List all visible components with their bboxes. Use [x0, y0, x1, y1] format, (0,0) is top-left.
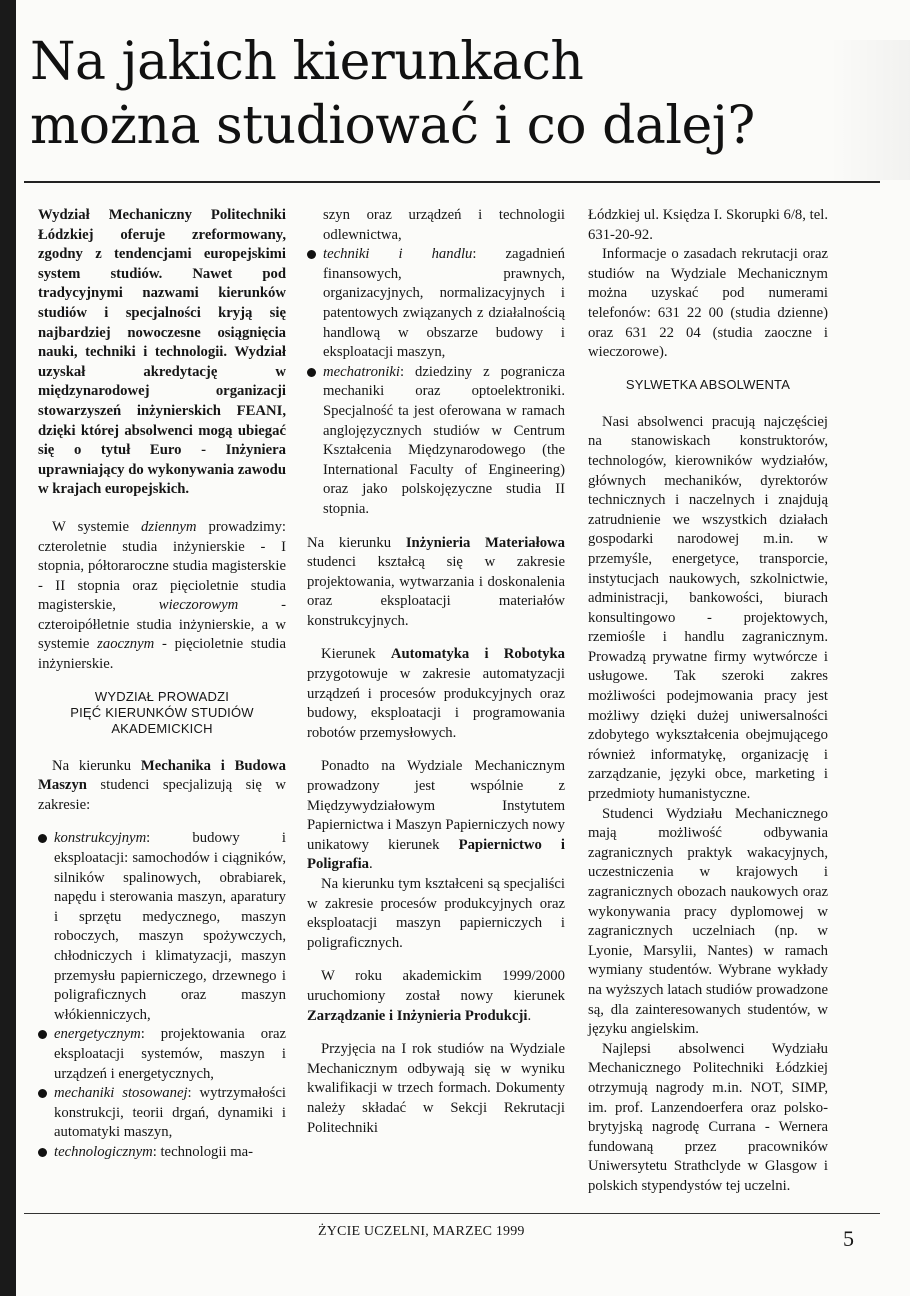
column-2 [307, 206, 565, 1152]
scan-edge [0, 0, 16, 1296]
list-item: szyn oraz urządzeń i technologii odlewnictwa, [323, 207, 565, 243]
specialization-list-continued [307, 206, 565, 520]
paragraph-systems: W systemie dziennym prowadzimy: czteroletnie studia inżynierskie - I stopnia, półtoraroczne studia magisterskie - II stopnia oraz pięcioletnie studia magisterskie, wieczorowym - czteroipółletnie studia inżynierskie, a w systemie zaocznym - pięcioletnie studia inżynierskie. [38, 518, 287, 673]
paragraph-students: Studenci Wydziału Mechanicznego mają możliwość odbywania zagranicznych praktyk wakacyjnych, uczestniczenia w krajowych i zagranicznych obozach naukowych oraz wykonywania pracy dyplomowej w zagranicznych uczelniach (np. w Lyonie, Marsylii, Nantes) w ramach wymiany studentów. Wybrane wykłady na wyższych latach studiów prowadzone są, dla zainteresowanych studentów, w języku angielskim. [588, 805, 828, 1038]
paragraph-zarzadzanie: W roku akademickim 1999/2000 uruchomiony został nowy kierunek Zarządzanie i Inżynieria Produkcji. [307, 968, 565, 1024]
paragraph-awards: Najlepsi absolwenci Wydziału Mechanicznego Politechniki Łódzkiej otrzymują nagrody m.in. NOT, SIMP, im. prof. Lanzendoerfera oraz polsko-brytyjską nagrodę Currana - Wernera fundowaną przez pracowników Uniwersytetu Strathclyde w Glasgow i polskich stypendystów tej uczelni. [588, 1040, 828, 1194]
list-item: techniki i handlu: zagadnień finansowych, prawnych, organizacyjnych, normalizacyjnych i patentowych związanych z działalnością handlową w obszarze budowy i eksploatacji maszyn, [307, 245, 565, 363]
paragraph-papiernictwo: Ponadto na Wydziale Mechanicznym prowadzony jest wspólnie z Międzywydziałowym Instytutem Papiernictwa i Maszyn Papierniczych nowy unikatowy kierunek Papiernictwo i Poligrafia. [307, 758, 565, 873]
paragraph-automatyka: Kierunek Automatyka i Robotyka przygotowuje w zakresie automatyzacji urządzeń i procesów produkcyjnych oraz budowy, eksploatacji i programowania robotów przemysłowych. [307, 646, 565, 741]
paragraph-graduates: Nasi absolwenci pracują najczęściej na stanowiskach konstruktorów, technologów, kierowników wydziałów, głównych mechaników, dyrektorów technicznych i naczelnych i znajdują zatrudnienie we wszystkich działach gospodarki narodowej m.in. w przemyśle, energetyce, transporcie, instytucjach naukowych, szkolnictwie, administracji, bankowości, biurach konsultingowo - projektowych, rzemiośle i handlu zagranicznym. Prowadzą prywatne firmy wytwórcze i usługowe. Tak szeroki zakres możliwości podejmowania pracy jest możliwy dzięki dużej uniwersalności zdobytego wykształcenia obejmującego również informatykę, organizację i zarządzanie, języki obce, marketing i przedmioty humanistyczne. [588, 413, 828, 803]
list-item: energetycznym: projektowania oraz eksploatacji systemów, maszyn i urządzeń i energetycznych, [38, 1025, 286, 1084]
title-rule [24, 181, 880, 183]
section-heading-fields: WYDZIAŁ PROWADZI PIĘĆ KIERUNKÓW STUDIÓW AKADEMICKICH [70, 688, 254, 736]
list-item: technologicznym: technologii ma- [38, 1143, 286, 1163]
paragraph-address: Łódzkiej ul. Księdza I. Skorupki 6/8, tel. 631-20-92. [588, 207, 828, 243]
title-line-1: Na jakich kierunkach [30, 32, 584, 92]
bleed-through [830, 40, 910, 180]
paragraph-info: Informacje o zasadach rekrutacji oraz studiów na Wydziale Mechanicznym można uzyskać pod numerami telefonów: 631 22 00 (studia dzienne) oraz 631 22 04 (studia zaoczne i wieczorowe). [588, 246, 828, 361]
column-1 [38, 206, 286, 1177]
footer-rule [24, 1213, 880, 1214]
page-title [30, 30, 755, 158]
paragraph-admissions: Przyjęcia na I rok studiów na Wydziale Mechanicznym odbywają się w wyniku kwalifikacji w trzech formach. Dokumenty należy składać w Sekcji Rekrutacji Politechniki [307, 1041, 565, 1136]
list-item: mechaniki stosowanej: wytrzymałości konstrukcji, teorii drgań, dynamiki i automatyki maszyn, [38, 1084, 286, 1143]
paragraph-mechanika: Na kierunku Mechanika i Budowa Maszyn studenci specjalizują się w zakresie: [38, 757, 286, 813]
page-number: 5 [843, 1226, 854, 1251]
list-item: konstrukcyjnym: budowy i eksploatacji: samochodów i ciągników, silników spalinowych, obrabiarek, napędu i sterowania maszyn, aparatury i sprzętu medycznego, maszyn roboczych, maszyn spożywczych, chłodniczych i klimatyzacji, maszyn przemysłu papierniczego, drzewnego i poligraficznych oraz maszyn włókienniczych, [38, 829, 286, 1025]
lead-paragraph: Wydział Mechaniczny Politechniki Łódzkiej oferuje zreformowany, zgodny z tendencjami europejskimi system studiów. Nawet pod tradycyjnymi nazwami kierunków studiów i specjalności kryją się najbardziej nowoczesne osiągnięcia nauki, techniki i technologii. Wydział uzyskał akredytację w międzynarodowej organizacji stowarzyszeń inżynierskich FEANI, dzięki której absolwenci mogą ubiegać się o tytuł Euro - Inżyniera uprawniający do wykonywania zawodu w krajach europejskich. [38, 207, 286, 498]
list-item: mechatroniki: dziedziny z pogranicza mechaniki oraz optoelektroniki. Specjalność ta jest oferowana w ramach anglojęzycznych studiów w Centrum Kształcenia Międzynarodowego (the International Faculty of Engineering) oraz jako polskojęzyczne studia II stopnia. [307, 363, 565, 520]
paragraph-papiernictwo-detail: Na kierunku tym kształceni są specjaliści w zakresie procesów produkcyjnych oraz eksploatacji maszyn papierniczych i poligraficznych. [307, 876, 565, 951]
column-3 [588, 206, 828, 1211]
publication-footer: ŻYCIE UCZELNI, MARZEC 1999 [318, 1224, 525, 1239]
section-heading-graduate: SYLWETKA ABSOLWENTA [625, 376, 791, 392]
paragraph-materialowa: Na kierunku Inżynieria Materiałowa studenci kształcą się w zakresie projektowania, wytwarzania i doskonalenia oraz eksploatacji materiałów konstrukcyjnych. [307, 534, 565, 629]
specialization-list [38, 829, 286, 1162]
title-line-2: można studiować i co dalej? [30, 96, 755, 156]
